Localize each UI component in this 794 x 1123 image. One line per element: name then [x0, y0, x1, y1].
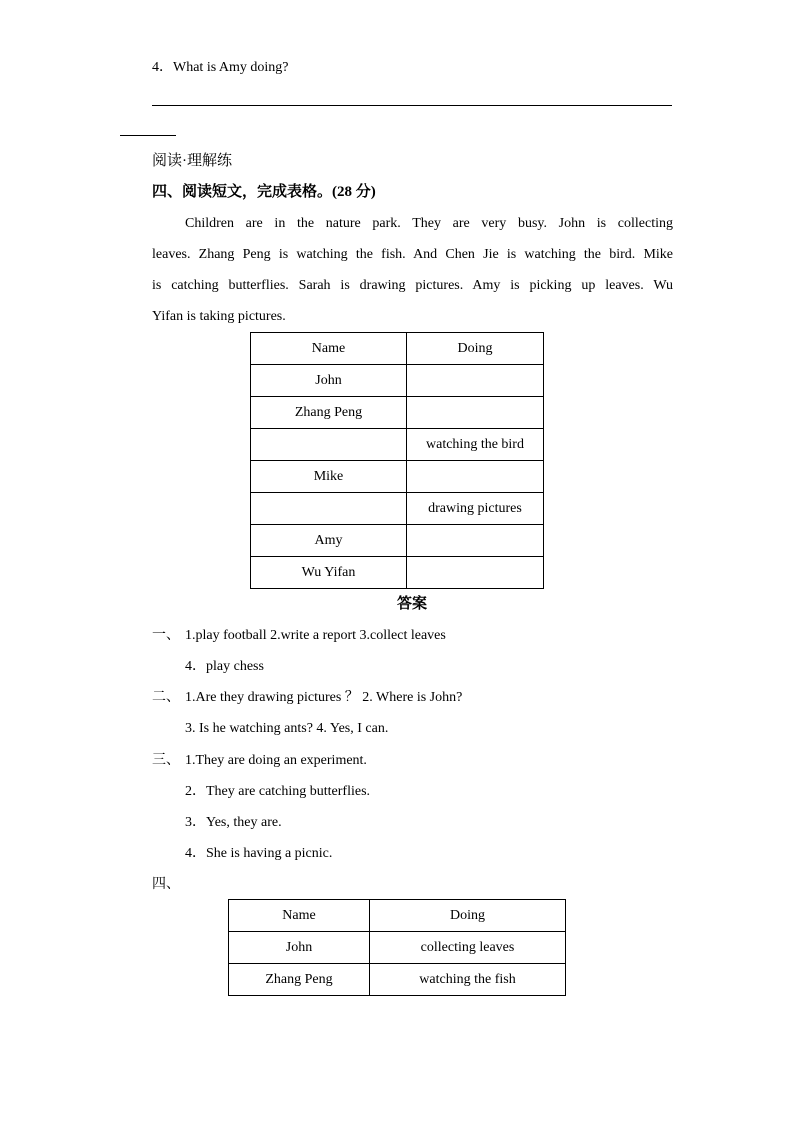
name-cell: Mike — [251, 461, 407, 493]
header-doing: Doing — [407, 333, 544, 365]
question-4: 4．What is Amy doing? — [152, 60, 289, 75]
doing-cell: collecting leaves — [370, 932, 566, 964]
table-row — [251, 493, 544, 525]
name-cell: Zhang Peng — [229, 964, 370, 996]
table-row — [251, 397, 544, 429]
header-name: Name — [251, 333, 407, 365]
answers-title: 答案 — [397, 596, 428, 612]
header-doing: Doing — [370, 900, 566, 932]
doing-cell — [407, 365, 544, 397]
name-cell — [251, 429, 407, 461]
name-cell: John — [251, 365, 407, 397]
table-row — [251, 461, 544, 493]
answer-3-line-1: 1.They are doing an experiment. — [185, 753, 367, 768]
answer-3-line-4: 4．She is having a picnic. — [185, 846, 333, 861]
passage-line: Yifan is taking pictures. — [152, 309, 286, 324]
answer-2-line-2: 3. Is he watching ants? 4. Yes, I can. — [185, 721, 389, 736]
answer-section-2-label: 二、 — [152, 690, 180, 705]
section-divider — [120, 135, 176, 136]
name-cell: John — [229, 932, 370, 964]
answer-section-1-label: 一、 — [152, 628, 180, 643]
doing-cell — [407, 461, 544, 493]
doing-cell — [407, 397, 544, 429]
doing-cell: watching the fish — [370, 964, 566, 996]
passage-line: Children are in the nature park. They are very busy. John is collecting — [185, 216, 673, 231]
table-row — [229, 964, 566, 996]
answer-line — [152, 105, 672, 106]
doing-cell: drawing pictures — [407, 493, 544, 525]
reading-passage — [152, 215, 673, 339]
table-header-row — [229, 900, 566, 932]
answer-2-line-1: 1.Are they drawing pictures ？ 2. Where is John? — [185, 690, 463, 705]
doing-cell — [407, 525, 544, 557]
doing-cell — [407, 557, 544, 589]
section-reading-heading: 阅读·理解练 — [152, 153, 232, 169]
passage-line: is catching butterflies. Sarah is drawing pictures. Amy is picking up leaves. Wu — [152, 278, 673, 293]
header-name: Name — [229, 900, 370, 932]
table-row — [251, 365, 544, 397]
answer-1-line-2: 4．play chess — [185, 659, 264, 674]
section-4-title: 四、阅读短文，完成表格。(28 分) — [152, 184, 376, 200]
name-cell: Amy — [251, 525, 407, 557]
answer-1-line-1: 1.play football 2.write a report 3.collect leaves — [185, 628, 446, 643]
name-cell: Zhang Peng — [251, 397, 407, 429]
table-row — [251, 525, 544, 557]
answer-3-line-3: 3．Yes, they are. — [185, 815, 282, 830]
table-row — [251, 557, 544, 589]
table-row — [229, 932, 566, 964]
name-cell: Wu Yifan — [251, 557, 407, 589]
answer-3-line-2: 2．They are catching butterflies. — [185, 784, 371, 799]
name-cell — [251, 493, 407, 525]
exercise-table — [250, 332, 544, 589]
answer-table — [228, 899, 566, 996]
doing-cell: watching the bird — [407, 429, 544, 461]
table-header-row — [251, 333, 544, 365]
answer-section-3-label: 三、 — [152, 753, 180, 768]
passage-line: leaves. Zhang Peng is watching the fish. And Chen Jie is watching the bird. Mike — [152, 247, 673, 262]
table-row — [251, 429, 544, 461]
answer-section-4-label: 四、 — [152, 877, 180, 892]
